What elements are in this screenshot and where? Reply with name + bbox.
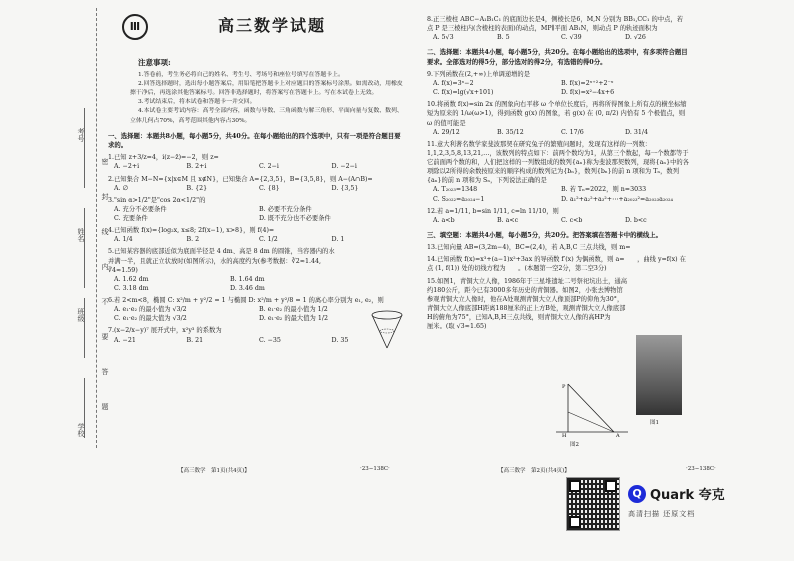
option: D. 既不充分也不必要条件 — [259, 215, 331, 223]
question-options — [114, 235, 404, 244]
option: C. −35 — [259, 336, 281, 344]
strip-label-school: 学校 — [77, 423, 85, 437]
exam-logo-icon: Ⅲ — [122, 14, 148, 40]
question-options — [433, 185, 689, 203]
question-stem: 6.若 2<m<8，椭圆 C: x²/m + y²/2 = 1 与椭圆 D: x²/m + y²/8 = 1 的离心率分别为 e₁, e₂，则 — [108, 297, 384, 305]
notice-title: 注意事项: — [138, 58, 171, 67]
option: B. 若 Tₙ=2022，则 n=3033 — [561, 186, 647, 194]
seal-char: 线 — [101, 228, 109, 235]
option: C. 充要条件 — [114, 215, 148, 223]
question-options — [114, 275, 346, 293]
option: A. f(x)=3ˣ−2 — [433, 80, 474, 88]
option: C. √39 — [561, 34, 582, 42]
question-options — [114, 305, 404, 323]
page-header — [108, 12, 404, 58]
question-options — [433, 128, 689, 137]
option: A. 1/4 — [114, 236, 133, 244]
question-stem: 12.若 a=1/11, b=sin 1/11, c=ln 11/10，则 — [427, 207, 559, 215]
option: B. 5 — [497, 34, 510, 42]
option: D. e₁·e₂ 的最大值为 1/2 — [259, 315, 328, 323]
option: C. e₁·e₂ 的最大值为 √3/2 — [114, 315, 187, 323]
notice-item: 3.考试结束后，将本试卷和答题卡一并交回。 — [138, 99, 256, 106]
option: C. 1/2 — [259, 236, 278, 244]
page-code: ·23−138C· — [360, 466, 390, 472]
svg-text:P: P — [562, 384, 566, 390]
question-stem: 14.已知函数 f(x)=x³+(a−1)x²+3ax 的导函数 f′(x) 为偶函数，则 a= ，曲线 y=f(x) 在点 (1, f(1)) 处的切线方程为 。(本题第一空2分，第二空3分) — [427, 256, 686, 273]
strip-label-class: 班级 — [77, 308, 85, 322]
option: C. 2−i — [259, 163, 279, 171]
question-stem: 7.(x−2/x−y)⁷ 展开式中，x²y³ 的系数为 — [108, 327, 222, 335]
question-stem: 2.已知集合 M−N={x|x∈M 且 x∉N}，已知集合 A={2,3,5}，B={3,5,8}，则 A−(A∩B)= — [108, 175, 373, 183]
option: D. 1 — [331, 236, 345, 244]
option: A. 1.62 dm — [114, 275, 149, 283]
question-options — [114, 336, 404, 345]
option: B. 必要不充分条件 — [259, 205, 312, 213]
option: B. 21 — [186, 336, 204, 344]
question-stem: 9.下列函数在(2,+∞)上单调递增的是 — [427, 70, 531, 78]
option: B. {2} — [186, 184, 208, 192]
page-title: 高三数学试题 — [218, 16, 327, 35]
section-heading: 三、填空题：本题共4小题，每小题5分，共20分。把答案填在答题卡中的横线上。 — [427, 230, 663, 239]
question-options — [114, 162, 404, 171]
option: C. {8} — [259, 184, 280, 192]
qr-code-icon — [566, 477, 620, 531]
question-stem: 13.已知向量 AB=(3,2m−4)，BC=(2,4)，若 A,B,C 三点共线，则 m= — [427, 244, 631, 252]
option: A. a<b — [433, 216, 455, 224]
strip-label-name: 姓名 — [77, 228, 85, 242]
question-options — [114, 184, 404, 193]
triangle-figure — [552, 382, 632, 438]
figure-caption: 图2 — [570, 442, 579, 448]
option: A. −2+i — [114, 163, 140, 171]
option: D. 31/4 — [625, 128, 648, 136]
option: B. 2 — [186, 236, 200, 244]
field-line — [84, 298, 85, 358]
option: D. 35 — [331, 336, 349, 344]
option: A. −21 — [114, 336, 136, 344]
statue-photo — [636, 335, 682, 415]
question-stem: 1.已知 z+3/z=4，i(z−z̄)=−2，则 z= — [108, 154, 219, 162]
seal-char: 要 — [101, 333, 109, 340]
page-footer: 【高三数学 第2页(共4页)】 — [498, 468, 570, 474]
quark-subtitle: 高清扫描 还原文档 — [628, 510, 696, 518]
question-options — [114, 205, 404, 223]
option: A. 充分不必要条件 — [114, 205, 167, 213]
seal-char: 内 — [101, 263, 109, 270]
strip-label-exam-no: 考号 — [77, 128, 85, 142]
qr-finder — [605, 480, 617, 492]
page-footer: 【高三数学 第1页(共4页)】 — [178, 468, 250, 474]
cone-figure — [370, 310, 404, 350]
qr-finder — [569, 516, 581, 528]
question-stem: 5.已知某容器的底部近似为底面半径是 4 dm、高是 8 dm 的圆锥，当容器内的水并满一半，且就正立状放时(如图所示)，水的高度约为(参考数据：∛2≈1.44, ∛4≈1.59) — [108, 248, 335, 274]
option: D. a₁²+a₂²+a₃²+⋯+a₂₀₂₃²=a₂₀₂₃a₂₀₂₄ — [561, 195, 673, 203]
option: B. 35/12 — [497, 128, 524, 136]
quark-logo-row — [628, 484, 748, 503]
option: B. 1.64 dm — [230, 275, 265, 283]
question-stem: 15.如图1，青铜大立人像，1986年于三星堆遗址二号祭祀坑出土，通高约180公斤，距今已有3000多年历史的青铜器。如图2，小张去博物馆参观青铜大立人像时，他在A处观测青铜大立人像顶部P的仰角为30°，青铜大立人像底部H距离188厘米的正上方B处，观测青铜大立人像底部H的俯角为75°，已知A,B,H三点共线，则青铜大立人像的高HP为 厘米。(取 √3≈1.65) — [427, 277, 628, 331]
option: D. {3,5} — [331, 184, 359, 192]
option: A. 29/12 — [433, 128, 460, 136]
left-column — [108, 12, 404, 345]
seal-char: 题 — [101, 403, 109, 410]
option: B. 2+i — [186, 163, 207, 171]
option: D. −2−i — [331, 163, 357, 171]
option: A. e₁·e₂ 的最小值为 √3/2 — [114, 306, 187, 314]
field-line — [84, 108, 85, 188]
seal-char: 封 — [101, 193, 109, 200]
section-heading: 二、选择题：本题共4小题，每小题5分，共20分。在每小题给出的选项中，有多项符合题目要求。全部选对的得5分，部分选对的得2分，有选错的得0分。 — [427, 48, 688, 66]
figure-caption: 图1 — [650, 420, 659, 426]
option: A. ∅ — [114, 184, 129, 192]
seal-char: 答 — [101, 368, 109, 375]
option: D. 3.46 dm — [230, 284, 265, 292]
field-line — [84, 208, 85, 288]
question-stem: 11.意大利著名数学家斐波那契在研究兔子的繁殖问题时，发现有这样的一列数：1,1,2,3,5,8,13,21,…，该数列的特点如下：前两个数均为1，从第三个数起，每一个数都等于它前面两个数的和，人们把这样的一列数组成的数列{aₙ}称为斐波那契数列，现将{aₙ}中的各项除以2所得的余数按原来的顺序构成的数列记为{bₙ}，数列{bₙ}的前 n 项和为 Tₙ，数列{aₙ}的前 n 项和为 Sₙ，下列说法正确的是 — [427, 140, 689, 185]
option: A. 5√3 — [433, 34, 454, 42]
binding-strip — [62, 8, 109, 448]
page-code: ·23−138C· — [686, 466, 716, 472]
option: C. 17/6 — [561, 128, 584, 136]
option: A. T₂₀₂₃=1348 — [433, 186, 478, 194]
option: C. 3.18 dm — [114, 284, 149, 292]
quark-logo-icon: Q — [628, 485, 646, 503]
option: C. S₂₀₂₂=a₂₀₂₄−1 — [433, 195, 485, 203]
notice-block — [108, 58, 404, 126]
svg-text:H: H — [562, 433, 567, 438]
svg-text:A: A — [616, 433, 620, 438]
option: D. b<c — [625, 216, 647, 224]
option: C. f(x)=lg(√x+101) — [433, 89, 494, 97]
question-options — [433, 79, 689, 97]
notice-item: 4.本试卷主要考试内容：高考全部内容，函数与导数、三角函数与解三角形、平面向量与复数、数列、立体几何占70%，高考范围其他内容占30%。 — [130, 108, 403, 124]
option: C. c<b — [561, 216, 583, 224]
section-heading: 一、选择题：本题共8小题，每小题5分，共40分。在每小题给出的四个选项中，只有一项是符合题目要求的。 — [108, 131, 401, 149]
option: D. f(x)=x²−4x+6 — [561, 89, 615, 97]
question-stem: 4.已知函数 f(x)={log₂x, x≤8; 2f(x−1), x>8}，则 f(4)= — [108, 227, 275, 235]
quark-brand: Quark 夸克 — [650, 488, 725, 503]
seal-char: 不 — [101, 298, 109, 305]
question-stem: 10.将函数 f(x)=sin 2x 的图象向右平移 ω 个单位长度后，再将所得图象上所有点的横坐标缩短为原来的 1/ω(ω>1)，得到函数 g(x) 的图象，若 g(x) 在 (0, π/2) 内恰有 5 个极值点，则 ω 的值可能是 — [427, 101, 687, 127]
qr-finder — [569, 480, 581, 492]
question-options — [433, 216, 689, 225]
question-stem: 8.正三棱柱 ABC−A₁B₁C₁ 的底面边长是4，侧棱长是6，M,N 分别为 BB₁,CC₁ 的中点，若点 P 是三棱柱内(含棱柱的表面)的动点，MP∥平面 AB₁N，则动点 P 的轨迹面积为 — [427, 16, 684, 33]
notice-item: 1.答卷前，考生务必将自己的姓名、考生号、考场号和座位号填写在答题卡上。 — [138, 71, 344, 78]
seal-char: 密 — [101, 158, 109, 165]
notice-item: 2.回答选择题时，选出每小题答案后，用铅笔把答题卡上对应题目的答案标号涂黑。如需改动，用橡皮擦干净后，再选涂其他答案标号。回答非选择题时，将答案写在答题卡上。写在本试卷上无效。 — [130, 81, 403, 97]
option: D. √26 — [625, 34, 646, 42]
question-options — [433, 33, 689, 42]
question-stem: 3."sin α>1/2"是"cos 2α<1/2"的 — [108, 196, 206, 204]
option: B. a<c — [497, 216, 519, 224]
right-column — [427, 12, 689, 331]
option: B. e₁·e₂ 的最小值为 1/2 — [259, 306, 328, 314]
option: B. f(x)=2ˣ⁺²+2⁻ˣ — [561, 80, 614, 88]
quark-badge — [628, 484, 748, 519]
cut-line — [96, 8, 97, 448]
